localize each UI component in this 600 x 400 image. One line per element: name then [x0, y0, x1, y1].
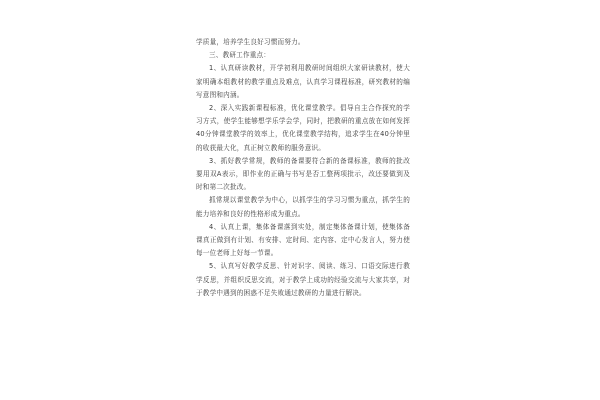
paragraph-continuation: 学质量，培养学生良好习惯而努力。: [196, 38, 305, 46]
paragraph-item-5: 5、认真写好教学反思、针对识字、阅读、练习、口语交际进行教学反思，并组织反思交流，对于教学上成功的经验交流与大家共享，对于教学中遇到的困惑不足失败通过教研的力量进行解决。: [196, 262, 410, 297]
paragraph-note: 抓常规以课堂教学为中心，以抓学生的学习习惯为重点，抓学生的能力培养和良好的性格形成为重点。: [196, 196, 410, 218]
document-body: [196, 36, 410, 300]
paragraph-item-1: 1、认真研读教材，开学初利用教研时间组织大家研读教材，使大家明确本组教材的教学重点及难点，认真学习课程标准，研究教材的编写意图和内涵。: [196, 64, 410, 99]
section-heading: 三、教研工作重点：: [209, 51, 271, 60]
paragraph-item-3: 3、抓好教学常规，教师的备课要符合新的备课标准，教师的批改要用双A表示，即作业的正确与书写是否工整两项批示，改还要做到及时和第二次批改。: [196, 156, 410, 192]
paragraph-item-2: 2、深入实践新课程标准，优化课堂教学。倡导自主合作探究的学习方式，使学生能够想学乐学会学，同时，把教研的重点放在如何发挥40分钟课堂教学的效率上，优化课堂教学结构，追求学生在40分钟里的收获最大化，真正树立教师的服务意识。: [196, 104, 410, 152]
paragraph-item-4: 4、认真上课，集体备课落到实处，制定集体备课计划，使集体备课真正做到有计划、有安排、定时间、定内容、定中心发言人，努力使每一位老师上好每一节课。: [196, 222, 410, 258]
